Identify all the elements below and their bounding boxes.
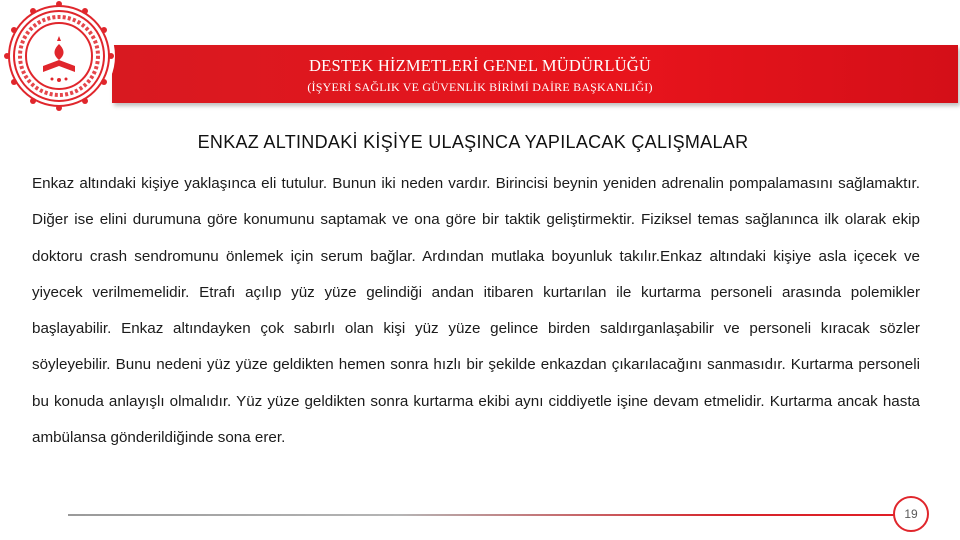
- body-paragraph: Enkaz altındaki kişiye yaklaşınca eli tutulur. Bunun iki neden vardır. Birincisi beynin yeniden adrenalin pompalamasını sağlamaktır. Diğer ise elini durumuna göre konumunu saptamak ve ona göre bir taktik geliştirmektir. Fiziksel temas sağlanınca ilk olarak ekip doktoru crash sendromunu önlemek için serum bağlar. Ardından mutlaka boyunluk takılır.Enkaz altındaki kişiye asla içecek ve yiyecek verilmemelidir. Etrafı açılıp yüz yüze gelindiği andan itibaren kurtarılan ile kurtarma personeli arasında polemikler başlayabilir. Enkaz altındayken çok sabırlı olan kişi yüz yüze gelince birden saldırganlaşabilir ve personeli kıracak sözler söyleyebilir. Bunu nedeni yüz yüze geldikten hemen sonra hızlı bir şekilde enkazdan çıkarılacağını sanmasıdır. Kurtarma personeli bu konuda anlayışlı olmalıdır. Yüz yüze geldikten sonra kurtarma ekibi aynı ciddiyetle işine devam etmelidir. Kurtarma ancak hasta ambülansa gönderildiğinde sona erer.: [32, 175, 920, 447]
- page-heading: ENKAZ ALTINDAKİ KİŞİYE ULAŞINCA YAPILACAK ÇALIŞMALAR: [197, 132, 749, 152]
- page-number: 19: [904, 507, 918, 521]
- header-title: DESTEK HİZMETLERİ GENEL MÜDÜRLÜĞÜ: [309, 56, 651, 75]
- ministry-seal-icon: [3, 0, 115, 112]
- footer-divider: [68, 514, 894, 516]
- header-subtitle: (İŞYERİ SAĞLIK VE GÜVENLİK BİRİMİ DAİRE BAŞKANLIĞI): [307, 80, 653, 94]
- page-number-badge: [893, 496, 929, 532]
